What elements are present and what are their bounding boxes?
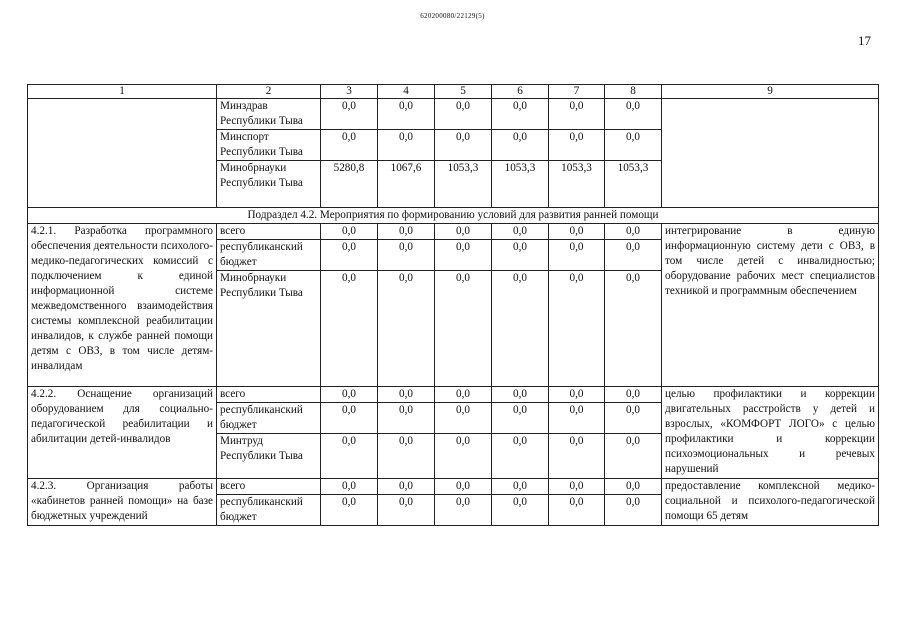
value-cell: 0,0 <box>605 495 662 526</box>
value-cell: 0,0 <box>378 130 435 161</box>
value-cell: 0,0 <box>378 403 435 434</box>
value-cell: 1053,3 <box>435 161 492 208</box>
program-table <box>27 84 879 526</box>
value-cell: 0,0 <box>605 434 662 479</box>
value-cell: 0,0 <box>435 434 492 479</box>
column-header: 2 <box>217 85 321 99</box>
value-cell: 0,0 <box>435 479 492 495</box>
funding-source: Минтруд Республики Тыва <box>217 434 321 479</box>
funding-source: республиканский бюджет <box>217 240 321 271</box>
value-cell: 0,0 <box>492 495 549 526</box>
value-cell: 0,0 <box>605 99 662 130</box>
value-cell: 1053,3 <box>605 161 662 208</box>
value-cell: 0,0 <box>605 224 662 240</box>
value-cell: 0,0 <box>492 224 549 240</box>
value-cell: 0,0 <box>435 271 492 387</box>
funding-source: всего <box>217 224 321 240</box>
value-cell: 0,0 <box>378 99 435 130</box>
column-header: 5 <box>435 85 492 99</box>
column-header: 4 <box>378 85 435 99</box>
value-cell: 0,0 <box>492 479 549 495</box>
funding-source: республиканский бюджет <box>217 403 321 434</box>
value-cell: 0,0 <box>321 271 378 387</box>
value-cell: 0,0 <box>378 240 435 271</box>
value-cell: 0,0 <box>549 271 605 387</box>
value-cell: 0,0 <box>492 240 549 271</box>
expected-result: предоставление комплексной медико-социальной и психолого-педагогической помощи 65 детям <box>662 479 879 526</box>
column-numbers-row <box>28 85 879 99</box>
column-header: 3 <box>321 85 378 99</box>
value-cell: 0,0 <box>321 434 378 479</box>
value-cell: 0,0 <box>605 240 662 271</box>
value-cell: 0,0 <box>549 403 605 434</box>
funding-source: Минздрав Республики Тыва <box>217 99 321 130</box>
activity-title: 4.2.1. Разработка программного обеспечения деятельности психолого-медико-педагогических комиссий с подключением к единой информационной системе межведомственного взаимодействия системы комплексной реабилитации инвалидов, к службе ранней помощи детям с ОВЗ, в том числе детям-инвалидам <box>28 224 217 387</box>
value-cell: 0,0 <box>321 387 378 403</box>
value-cell: 0,0 <box>435 99 492 130</box>
funding-source: Минспорт Республики Тыва <box>217 130 321 161</box>
value-cell: 0,0 <box>321 403 378 434</box>
value-cell: 1053,3 <box>492 161 549 208</box>
column-header: 1 <box>28 85 217 99</box>
value-cell: 0,0 <box>549 495 605 526</box>
value-cell: 0,0 <box>435 403 492 434</box>
value-cell: 0,0 <box>378 271 435 387</box>
value-cell: 0,0 <box>549 130 605 161</box>
column-header: 9 <box>662 85 879 99</box>
activity-title: 4.2.2. Оснащение организаций оборудованием для социально-педагогической реабилитации и абилитации детей-инвалидов <box>28 387 217 479</box>
empty-cell <box>662 99 879 208</box>
expected-result: целью профилактики и коррекции двигательных расстройств у детей и взрослых, «КОМФОРТ ЛОГО» с целью профилактики и коррекции психоэмоциональных и речевых нарушений <box>662 387 879 479</box>
column-header: 8 <box>605 85 662 99</box>
value-cell: 0,0 <box>549 240 605 271</box>
funding-source: Минобрнауки Республики Тыва <box>217 161 321 208</box>
value-cell: 0,0 <box>321 479 378 495</box>
value-cell: 0,0 <box>321 240 378 271</box>
activity-title: 4.2.3. Организация работы «кабинетов ранней помощи» на базе бюджетных учреждений <box>28 479 217 526</box>
column-header: 6 <box>492 85 549 99</box>
value-cell: 5280,8 <box>321 161 378 208</box>
value-cell: 0,0 <box>321 495 378 526</box>
value-cell: 0,0 <box>378 495 435 526</box>
funding-source: всего <box>217 479 321 495</box>
value-cell: 0,0 <box>435 130 492 161</box>
value-cell: 0,0 <box>549 387 605 403</box>
value-cell: 0,0 <box>492 130 549 161</box>
funding-source: республиканский бюджет <box>217 495 321 526</box>
empty-cell <box>28 99 217 208</box>
value-cell: 0,0 <box>321 224 378 240</box>
table-row <box>28 224 879 240</box>
value-cell: 0,0 <box>605 403 662 434</box>
value-cell: 1053,3 <box>549 161 605 208</box>
value-cell: 0,0 <box>435 240 492 271</box>
value-cell: 0,0 <box>605 130 662 161</box>
value-cell: 0,0 <box>492 99 549 130</box>
value-cell: 0,0 <box>605 271 662 387</box>
value-cell: 1067,6 <box>378 161 435 208</box>
column-header: 7 <box>549 85 605 99</box>
value-cell: 0,0 <box>321 130 378 161</box>
value-cell: 0,0 <box>492 387 549 403</box>
value-cell: 0,0 <box>605 479 662 495</box>
value-cell: 0,0 <box>549 224 605 240</box>
value-cell: 0,0 <box>321 99 378 130</box>
table-row <box>28 387 879 403</box>
value-cell: 0,0 <box>435 387 492 403</box>
value-cell: 0,0 <box>378 224 435 240</box>
value-cell: 0,0 <box>435 224 492 240</box>
value-cell: 0,0 <box>549 99 605 130</box>
table-row <box>28 99 879 130</box>
page-number: 17 <box>858 33 871 48</box>
value-cell: 0,0 <box>549 434 605 479</box>
value-cell: 0,0 <box>549 479 605 495</box>
expected-result: интегрирование в единую информационную систему дети с ОВЗ, в том числе детей с инвалидностью; оборудование рабочих мест специалистов техникой и программным обеспечением <box>662 224 879 387</box>
document-id: 620200080/22129(5) <box>420 12 485 20</box>
value-cell: 0,0 <box>435 495 492 526</box>
value-cell: 0,0 <box>492 434 549 479</box>
value-cell: 0,0 <box>605 387 662 403</box>
funding-source: всего <box>217 387 321 403</box>
table-row <box>28 479 879 495</box>
subsection-row <box>28 208 879 224</box>
value-cell: 0,0 <box>492 403 549 434</box>
value-cell: 0,0 <box>378 434 435 479</box>
subsection-title: Подраздел 4.2. Мероприятия по формированию условий для развития ранней помощи <box>28 208 879 224</box>
value-cell: 0,0 <box>492 271 549 387</box>
value-cell: 0,0 <box>378 479 435 495</box>
funding-source: Минобрнауки Республики Тыва <box>217 271 321 387</box>
value-cell: 0,0 <box>378 387 435 403</box>
